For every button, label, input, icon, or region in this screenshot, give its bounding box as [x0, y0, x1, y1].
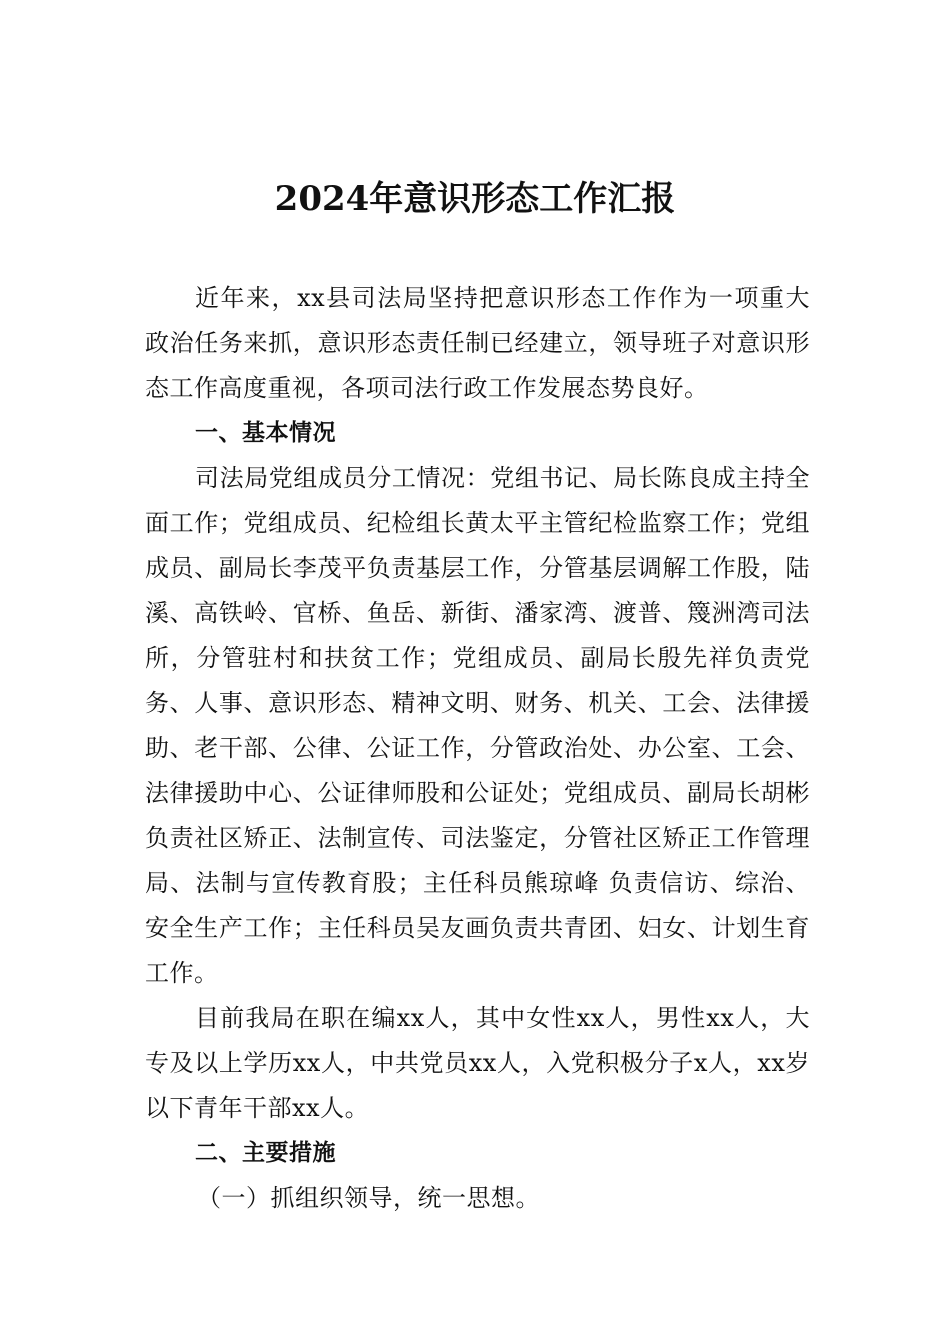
division-of-labor-paragraph: 司法局党组成员分工情况：党组书记、局长陈良成主持全面工作；党组成员、纪检组长黄太平主管纪检监察工作；党组成员、副局长李茂平负责基层工作，分管基层调解工作股，陆溪、高铁岭、官桥、鱼岳、新街、潘家湾、渡普、篾洲湾司法所，分管驻村和扶贫工作；党组成员、副局长殷先祥负责党务、人事、意识形态、精神文明、财务、机关、工会、法律援助、老干部、公律、公证工作，分管政治处、办公室、工会、法律援助中心、公证律师股和公证处；党组成员、副局长胡彬负责社区矫正、法制宣传、司法鉴定，分管社区矫正工作管理局、法制与宣传教育股；主任科员熊琼峰 负责信访、综治、安全生产工作；主任科员吴友画负责共青团、妇女、计划生育工作。 [145, 464, 810, 987]
document-body [145, 276, 810, 1221]
subsection-heading-organization: （一）抓组织领导，统一思想。 [197, 1184, 540, 1212]
intro-paragraph: 近年来，xx县司法局坚持把意识形态工作作为一项重大政治任务来抓，意识形态责任制已经建立，领导班子对意识形态工作高度重视，各项司法行政工作发展态势良好。 [145, 284, 810, 402]
section-heading-main-measures: 二、主要措施 [195, 1140, 336, 1166]
section-heading-basic-situation: 一、基本情况 [195, 420, 336, 446]
staffing-paragraph: 目前我局在职在编xx人，其中女性xx人，男性xx人，大专及以上学历xx人，中共党员xx人，入党积极分子x人，xx岁以下青年干部xx人。 [145, 1004, 810, 1122]
document-title: 2024年意识形态工作汇报 [274, 179, 676, 219]
